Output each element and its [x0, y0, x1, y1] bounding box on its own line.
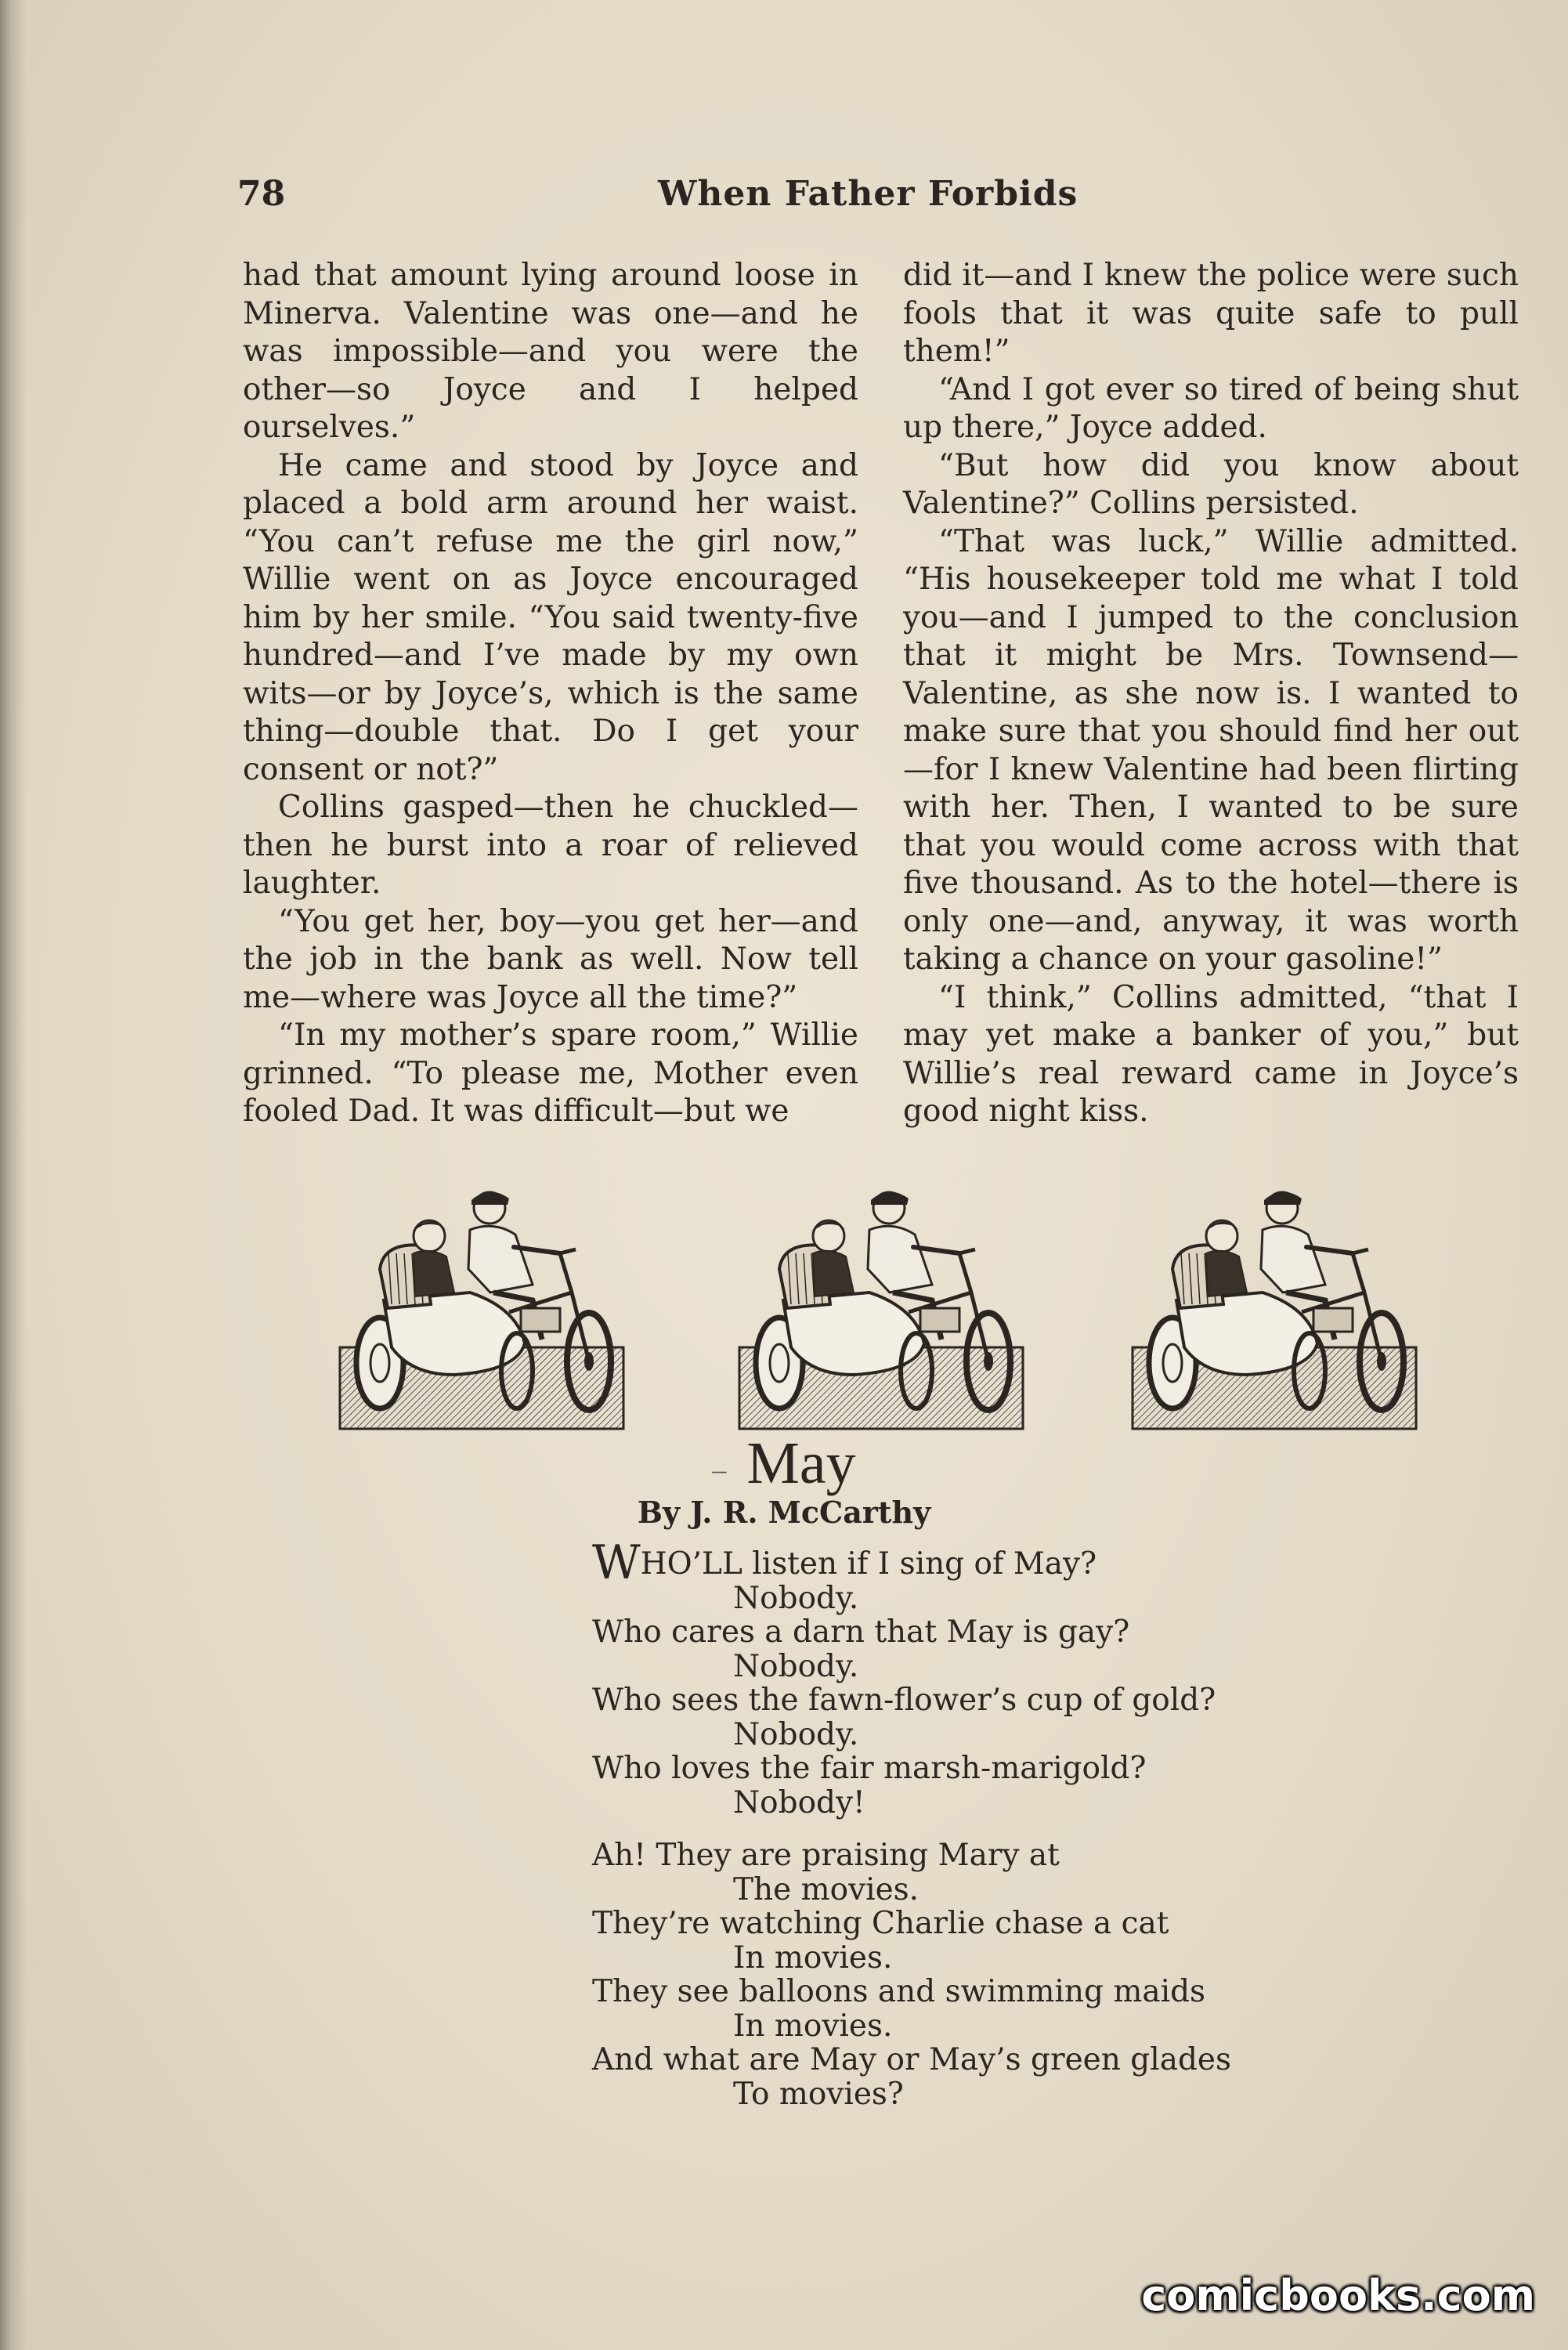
rider-jacket: [868, 1226, 932, 1292]
poem-title-text: May: [746, 1430, 856, 1496]
rider-jacket: [468, 1226, 533, 1292]
story-left-column: [243, 257, 858, 1131]
poem-line: Ah! They are praising Mary at: [592, 1838, 1060, 1873]
engine: [1313, 1308, 1353, 1332]
poem-body: [592, 1535, 1344, 2112]
page-number: 78: [237, 174, 286, 214]
engine: [521, 1308, 560, 1332]
motorcycle-sidecar-illustration: [1129, 1175, 1419, 1434]
poem-line: They’re watching Charlie chase a cat: [592, 1906, 1169, 1941]
stanza-break: [592, 1820, 1344, 1838]
story-paragraph: “In my mother’s spare room,” Willie grinned. “To please me, Mother even fooled Dad. It was difficult—but we: [243, 1018, 858, 1129]
rider-cap: [471, 1191, 509, 1205]
story-paragraph: “That was luck,” Willie admitted. “His housekeeper told me what I told you—and I jumped to the conclusion that it might be Mrs. Townsend—Valentine, as she now is. I wanted to make sure that you should find her out —for I knew Valentine had been flirting with her. Then, I wanted to be sure that you would come across with that five thousand. As to the hotel—there is only one—and, anyway, it was worth taking a chance on your gasoline!”: [903, 523, 1519, 977]
watermark-logo: comicbooks.com: [1141, 2271, 1535, 2320]
rider-cap: [1264, 1191, 1302, 1205]
poem-line: They see balloons and swimming maids: [592, 1974, 1206, 2009]
motorcycle-sidecar-drawing: [337, 1175, 627, 1434]
motorcycle-sidecar-drawing: [1129, 1175, 1419, 1434]
passenger-coat: [1206, 1251, 1247, 1296]
poem-line: And what are May or May’s green glades: [592, 2042, 1232, 2077]
poem-refrain: Nobody.: [733, 1580, 859, 1616]
passenger-coat: [813, 1251, 854, 1296]
story-right-column: [903, 257, 1519, 1131]
story-paragraph: “And I got ever so tired of being shut up there,” Joyce added.: [903, 371, 1519, 445]
poem-refrain: Nobody!: [733, 1784, 865, 1820]
poem-refrain: Nobody.: [733, 1648, 859, 1684]
motorcycle-sidecar-illustration: [337, 1175, 627, 1434]
rider-cap: [871, 1191, 909, 1205]
story-paragraph: had that amount lying around loose in Minerva. Valentine was one—and he was impossible—and you were the other—so Joyce and I helped ourselves.”: [243, 258, 858, 445]
story-paragraph: “You get her, boy—you get her—and the job in the bank as well. Now tell me—where was Joyce all the time?”: [243, 903, 858, 1015]
story-paragraph: did it—and I knew the police were such fools that it was quite safe to pull them!”: [903, 258, 1519, 369]
illustration-row: [337, 1175, 1425, 1434]
title-dash: –: [712, 1453, 727, 1485]
poem-byline: By J. R. McCarthy: [637, 1495, 931, 1530]
poem-line: Who sees the fawn-flower’s cup of gold?: [592, 1683, 1216, 1718]
passenger-coat: [414, 1251, 454, 1296]
poem-line: Who cares a darn that May is gay?: [592, 1614, 1130, 1650]
poem-line: WHO’LL listen if I sing of May?: [592, 1535, 1097, 1590]
poem-refrain: Nobody.: [733, 1716, 859, 1752]
poem-refrain: In movies.: [733, 1940, 893, 1976]
story-paragraph: “But how did you know about Valentine?” Collins persisted.: [903, 447, 1519, 521]
poem-line: Who loves the fair marsh-marigold?: [592, 1751, 1147, 1786]
poem-refrain: The movies.: [733, 1871, 919, 1907]
motorcycle-sidecar-drawing: [736, 1175, 1026, 1434]
story-paragraph: He came and stood by Joyce and placed a bold arm around her waist. “You can’t refuse me the girl now,” Willie went on as Joyce encouraged him by her smile. “You said twenty-five hundred—and I’ve made by my own wits—or by Joyce’s, which is the same thing—double that. Do I get your consent or not?”: [243, 447, 858, 787]
poem-title: [0, 1430, 1568, 1498]
poem-refrain: In movies.: [733, 2008, 893, 2044]
rider-jacket: [1261, 1226, 1325, 1292]
page-edge-shadow: [0, 0, 27, 2350]
running-title: When Father Forbids: [658, 174, 1078, 214]
story-paragraph: Collins gasped—then he chuckled—then he burst into a roar of relieved laughter.: [243, 790, 858, 901]
drop-cap: W: [592, 1535, 641, 1590]
motorcycle-sidecar-illustration: [736, 1175, 1026, 1434]
poem-refrain: To movies?: [733, 2076, 904, 2112]
story-paragraph: “I think,” Collins admitted, “that I may yet make a banker of you,” but Willie’s real reward came in Joyce’s good night kiss.: [903, 979, 1519, 1129]
engine: [920, 1308, 959, 1332]
